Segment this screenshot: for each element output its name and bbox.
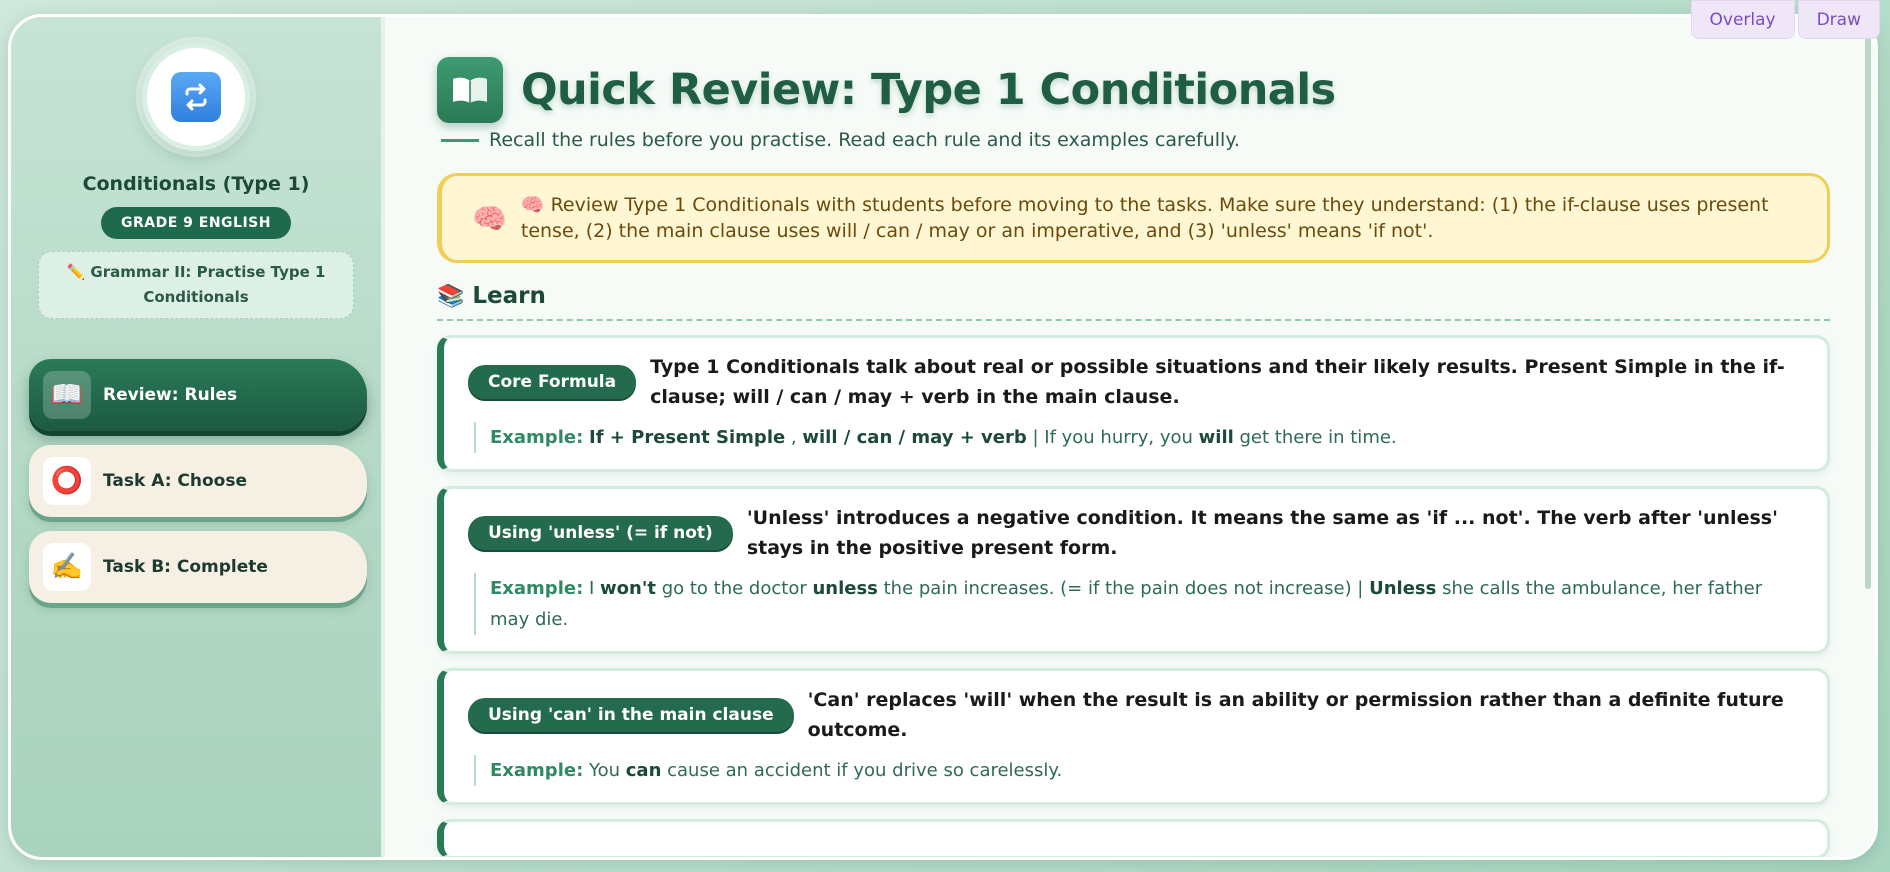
example-part: If + Present Simple xyxy=(589,427,786,448)
example-part: will / can / may + verb xyxy=(802,427,1027,448)
nav-item-task-b[interactable] xyxy=(29,531,367,603)
example-part: go to the doctor xyxy=(655,578,813,599)
teacher-note xyxy=(437,173,1830,263)
teacher-note-text: 🧠 Review Type 1 Conditionals with students before moving to the tasks. Make sure they understand: (1) the if-clause uses present tense, (2) the main clause uses will / can / may or an imperative, and (3) 'unless' means 'if not'. xyxy=(520,194,1769,242)
rule-card-next xyxy=(437,819,1830,857)
nav-item-review-rules[interactable] xyxy=(29,359,367,431)
example-part: I xyxy=(589,578,601,599)
example-part: cause an accident if you drive so carelessly. xyxy=(661,760,1063,781)
draw-button[interactable]: Draw xyxy=(1798,0,1880,39)
scrollbar[interactable] xyxy=(1865,29,1871,589)
rule-card-unless xyxy=(437,486,1830,654)
overlay-button[interactable]: Overlay xyxy=(1691,0,1795,39)
rule-tag: Using 'can' in the main clause xyxy=(468,698,794,732)
example-part: the pain increases. (= if the pain does not increase) | xyxy=(877,578,1370,599)
nav-item-label: Task B: Complete xyxy=(103,557,268,577)
example-part: Unless xyxy=(1369,578,1437,599)
repeat-icon xyxy=(171,72,221,122)
example-part: can xyxy=(625,760,662,781)
pencil-icon: ✏️ xyxy=(66,263,86,281)
main-content xyxy=(385,17,1875,857)
rule-tag: Using 'unless' (= if not) xyxy=(468,516,733,550)
course-logo xyxy=(142,43,250,151)
sidebar xyxy=(11,17,385,857)
example-part: | If you hurry, you xyxy=(1026,427,1199,448)
example-part: , xyxy=(785,427,803,448)
example-part: won't xyxy=(600,578,656,599)
rule-example xyxy=(474,573,1803,635)
rule-tag: Core Formula xyxy=(468,365,636,399)
page-header xyxy=(437,57,1827,123)
rule-example xyxy=(474,422,1803,453)
rule-example xyxy=(474,755,1803,786)
example-part: she calls the ambulance, her father may die. xyxy=(490,578,1763,630)
example-part: You xyxy=(589,760,626,781)
rule-card-core-formula xyxy=(437,335,1830,472)
example-label: Example: xyxy=(490,427,584,448)
rule-card-can xyxy=(437,668,1830,805)
brain-icon: 🧠 xyxy=(472,201,507,235)
book-icon: 📖 xyxy=(43,371,91,419)
nav-item-task-a[interactable] xyxy=(29,445,367,517)
rule-description: 'Unless' introduces a negative condition. It means the same as 'if ... not'. The verb after 'unless' stays in the positive present form. xyxy=(746,507,1778,559)
example-part: get there in time. xyxy=(1233,427,1397,448)
page-title: Quick Review: Type 1 Conditionals xyxy=(521,65,1336,115)
unit-text: Grammar II: Practise Type 1 Conditionals xyxy=(90,263,326,306)
rule-description: Type 1 Conditionals talk about real or possible situations and their likely results. Present Simple in the if-clause; will / can / may + verb in the main clause. xyxy=(650,356,1785,408)
sidebar-nav xyxy=(11,359,381,617)
learn-section-header xyxy=(437,283,1830,321)
circle-icon: ⭕ xyxy=(43,457,91,505)
app-frame xyxy=(8,14,1878,860)
subtitle-row xyxy=(441,129,1827,151)
unit-label xyxy=(38,251,354,319)
nav-item-label: Task A: Choose xyxy=(103,471,247,491)
writing-hand-icon: ✍️ xyxy=(43,543,91,591)
subtitle-divider xyxy=(441,139,479,142)
example-label: Example: xyxy=(490,760,584,781)
grade-badge: GRADE 9 ENGLISH xyxy=(101,207,291,239)
nav-item-label: Review: Rules xyxy=(103,385,238,405)
example-part: unless xyxy=(812,578,878,599)
course-title: Conditionals (Type 1) xyxy=(82,173,310,195)
section-title: Learn xyxy=(472,283,546,309)
page-subtitle: Recall the rules before you practise. Read each rule and its examples carefully. xyxy=(489,129,1240,151)
rule-description: 'Can' replaces 'will' when the result is an ability or permission rather than a definite future outcome. xyxy=(807,689,1784,741)
books-icon: 📚 xyxy=(437,283,465,309)
open-book-icon xyxy=(437,57,503,123)
example-part: will xyxy=(1198,427,1234,448)
example-label: Example: xyxy=(490,578,584,599)
